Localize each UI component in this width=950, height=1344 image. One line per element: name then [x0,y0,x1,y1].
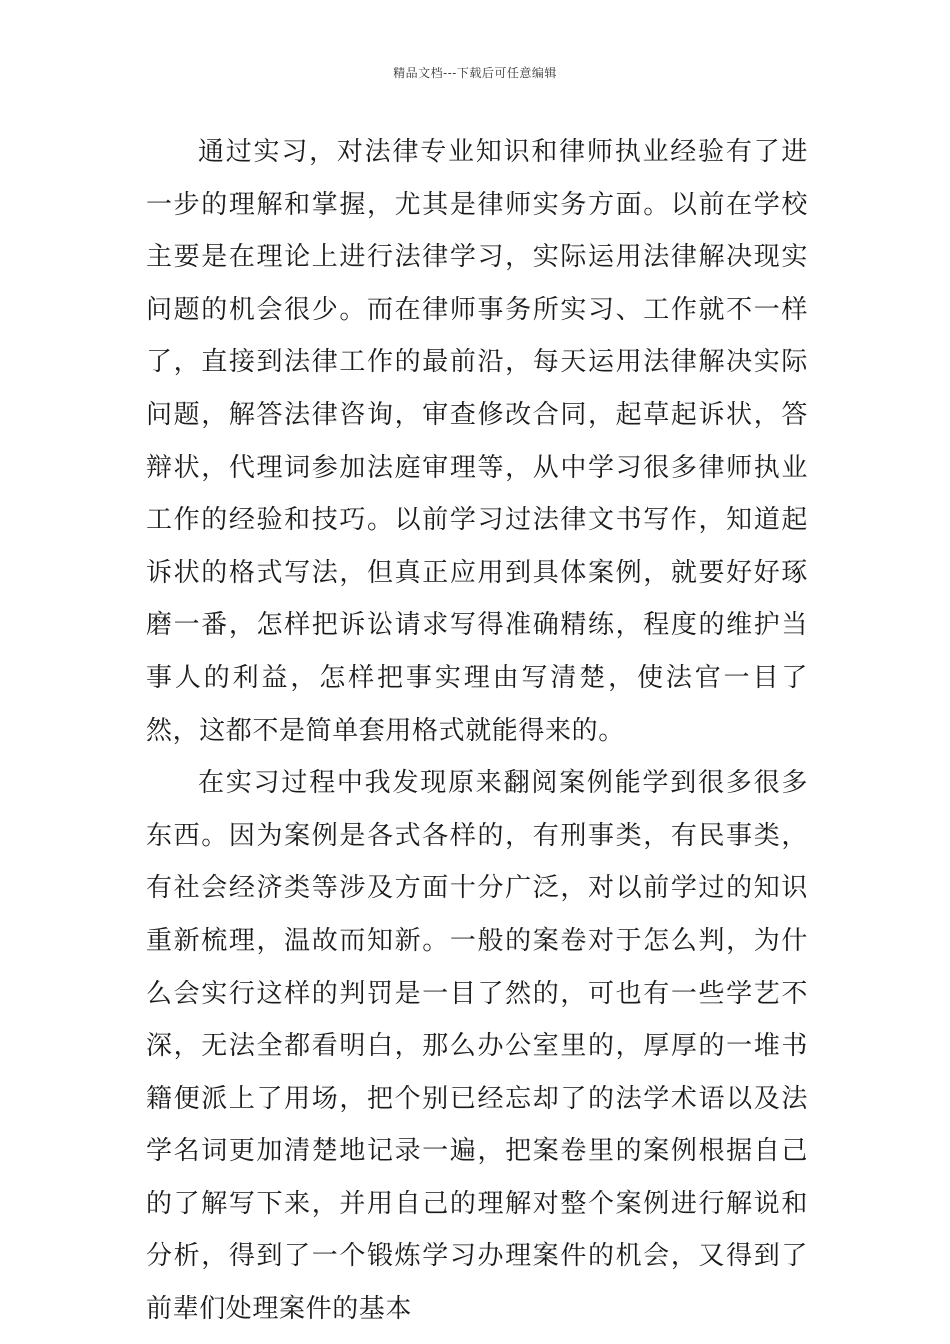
document-body [146,126,808,1336]
body-paragraph-1: 通过实习，对法律专业知识和律师执业经验有了进一步的理解和掌握，尤其是律师实务方面。以前在学校主要是在理论上进行法律学习，实际运用法律解决现实问题的机会很少。而在律师事务所实习、工作就不一样了，直接到法律工作的最前沿，每天运用法律解决实际问题，解答法律咨询，审查修改合同，起草起诉状，答辩状，代理词参加法庭审理等，从中学习很多律师执业工作的经验和技巧。以前学习过法律文书写作，知道起诉状的格式写法，但真正应用到具体案例，就要好好琢磨一番，怎样把诉讼请求写得准确精练，程度的维护当事人的利益，怎样把事实理由写清楚，使法官一目了然，这都不是简单套用格式就能得来的。 [146,137,808,746]
page-header: 精品文档---下载后可任意编辑 [393,66,557,80]
body-paragraph-2: 在实习过程中我发现原来翻阅案例能学到很多很多东西。因为案例是各式各样的，有刑事类，有民事类，有社会经济类等涉及方面十分广泛，对以前学过的知识重新梳理，温故而知新。一般的案卷对于怎么判，为什么会实行这样的判罚是一目了然的，可也有一些学艺不深，无法全都看明白，那么办公室里的，厚厚的一堆书籍便派上了用场，把个别已经忘却了的法学术语以及法学名词更加清楚地记录一遍，把案卷里的案例根据自己的了解写下来，并用自己的理解对整个案例进行解说和分析，得到了一个锻炼学习办理案件的机会，又得到了前辈们处理案件的基本 [146,768,808,1325]
